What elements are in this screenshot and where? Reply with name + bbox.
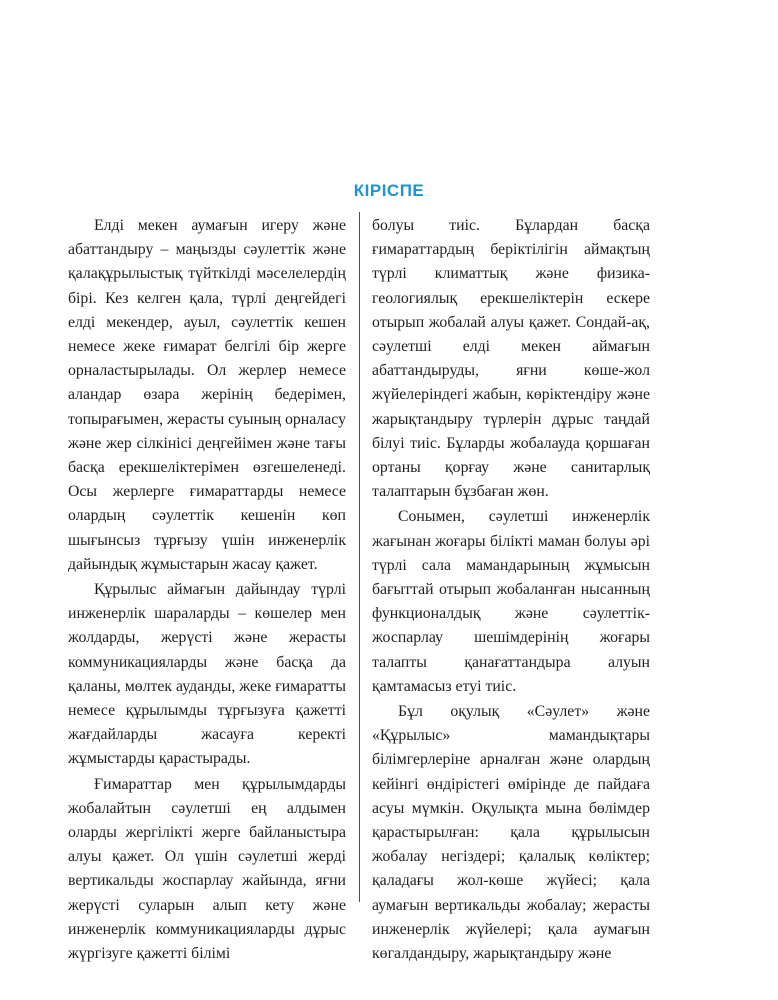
paragraph: Құрылыс аймағын дайындау түрлі инженерлік шараларды – көшелер мен жолдарды, жерүсті және жерасты коммуникацияларды және басқа да қаланы, мөлтек ауданды, жеке ғимаратты немесе құрылымды тұрғызуға қажетті жағдайларды жасауға керекті жұмыстарды қарастырады. (68, 581, 346, 768)
paragraph: Сонымен, сәулетші инженерлік жағынан жоғары білікті маман болуы әрі түрлі сала мамандарының жұмысын бағыттай отырып жобаланған нысанның функционалдық және сәулеттік-жоспарлау шешімдерінің жоғары талапты қанағаттандыра алуын қамтамасыз етуі тиіс. (372, 508, 650, 695)
paragraph: Ғимараттар мен құрылымдарды жобалайтын сәулетші ең алдымен оларды жергілікті жерге байланыстыра алуы қажет. Ол үшін сәулетші жерді вертикальды жоспарлау жайында, яғни жерүсті суларын алып кету және инженерлік коммуникацияларды дұрыс жүргізуге қажетті білімі (68, 775, 346, 963)
column-divider (359, 212, 360, 902)
left-column (68, 214, 346, 966)
paragraph: болуы тиіс. Бұлардан басқа ғимараттардың беріктілігін аймақтың түрлі климаттық және физика-геологиялық ерекшеліктерін ескере отырып жобалай алуы қажет. Сондай-ақ, сәулетші елді мекен аймағын абаттандыруды, яғни көше-жол жүйелеріндегі жабын, көріктендіру және жарықтандыру түрлерін дұрыс таңдай білуі тиіс. Бұларды жобалауда қоршаған ортаны қорғау және санитарлық талаптарын бұзбаған жөн. (372, 217, 650, 501)
paragraph: Бұл оқулық «Сәулет» және «Құрылыс» мамандықтары білімгерлеріне арналған және олардың кейінгі өндірістегі өмірінде де пайдаға асуы мүмкін. Оқулықта мына бөлімдер қарастырылған: қала құрылысын жобалау негіздері; қалалық көліктер; қаладағы жол-көше жүйесі; қала аумағын вертикальды жобалау; жерасты инженерлік жүйелері; қала аумағын көгалдандыру, жарықтандыру және (372, 703, 650, 963)
section-title: КІРІСПЕ (353, 181, 425, 200)
right-column (372, 214, 650, 966)
paragraph: Елді мекен аумағын игеру және абаттандыру – маңызды сәулеттік және қалақұрылыстық түйткілді мәселелердің бірі. Кез келген қала, түрлі деңгейдегі елді мекендер, ауыл, сәулеттік кешен немесе жеке ғимарат белгілі бір жерге орналастырылады. Ол жерлер немесе аландар өзара жерінің бедерімен, топырағымен, жерасты суының орналасу және жер сілкінісі деңгейімен және тағы басқа ерекшеліктерімен өзгешеленеді. Осы жерлерге ғимараттарды немесе олардың сәулеттік кешенін көп шығынсыз тұрғызу үшін инженерлік дайындық жұмыстарын жасау қажет. (68, 217, 346, 573)
